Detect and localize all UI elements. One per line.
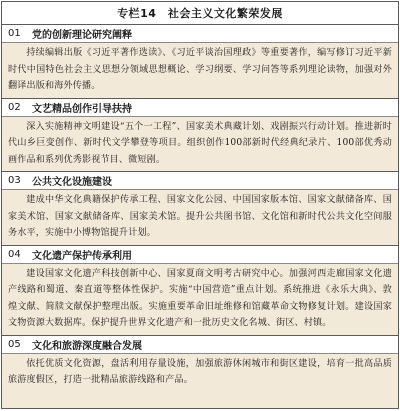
section-title: 文艺精品创作引导扶持 (32, 103, 132, 115)
section-header (2, 99, 398, 117)
section-title: 文化和旅游深度融合发展 (32, 340, 142, 352)
section-number: 05 (8, 338, 21, 350)
section-02 (2, 99, 398, 173)
section-number: 03 (8, 175, 21, 186)
section-number: 01 (8, 28, 21, 39)
section-body: 持续编辑出版《习近平著作选读》、《习近平谈治国理政》等重要著作，编写修订习近平新时代中国特色社会主义思想分领域思想概论、学习纲要、学习问答等系列理论读物，加强对外翻译出版和海外传播。 (8, 48, 392, 91)
section-04 (2, 246, 398, 336)
section-title: 党的创新理论研究阐释 (32, 30, 132, 41)
feature-box (1, 1, 399, 409)
section-title: 公共文化设施建设 (32, 177, 112, 188)
section-number: 02 (8, 101, 21, 113)
section-body: 依托优质文化资源，盘活利用存量设施，加强旅游休闲城市和街区建设，培育一批高品质旅游度假区，打造一批精品旅游线路和产品。 (8, 358, 392, 385)
section-body: 建成中华文化典籍保护传承工程、国家文化公园、中国国家版本馆、国家文献储备库、国家美术馆、国家文献储备库、国家美术馆。提升公共图书馆、文化馆和新时代公共文化空间服务水平，实施中小博物馆提升计划。 (8, 195, 392, 238)
section-01 (2, 25, 398, 99)
section-05 (2, 336, 398, 392)
section-body: 建设国家文化遗产科技创新中心、国家夏商文明考古研究中心。加强河西走廊国家文化遗产线路和蜀道、秦直道等整体性保护。实施“中国营造”重点计划。系统推进《永乐大典》、敦煌文献、简牍文献保护整理出版。实施重要革命旧址维修和馆藏革命文物修复计划。建设国家文物资源大数据库。保护提升世界文化遗产和一批历史文化名城、街区、村镇。 (8, 268, 392, 328)
section-header (2, 336, 398, 354)
section-header (2, 25, 398, 43)
section-03 (2, 172, 398, 246)
section-header (2, 246, 398, 264)
section-number: 04 (8, 248, 21, 260)
section-header (2, 172, 398, 190)
box-title: 专栏14 社会主义文化繁荣发展 (2, 2, 398, 25)
section-body: 深入实施精神文明建设“五个一工程”、国家美术典藏计划、戏剧振兴行动计划。推进新时代山乡巨变创作、新时代文学攀登等项目。组织创作100部新时代经典纪录片、100部优秀动画作品和系列优秀影视节目、微短剧。 (8, 121, 392, 165)
section-title: 文化遗产保护传承利用 (32, 250, 132, 262)
